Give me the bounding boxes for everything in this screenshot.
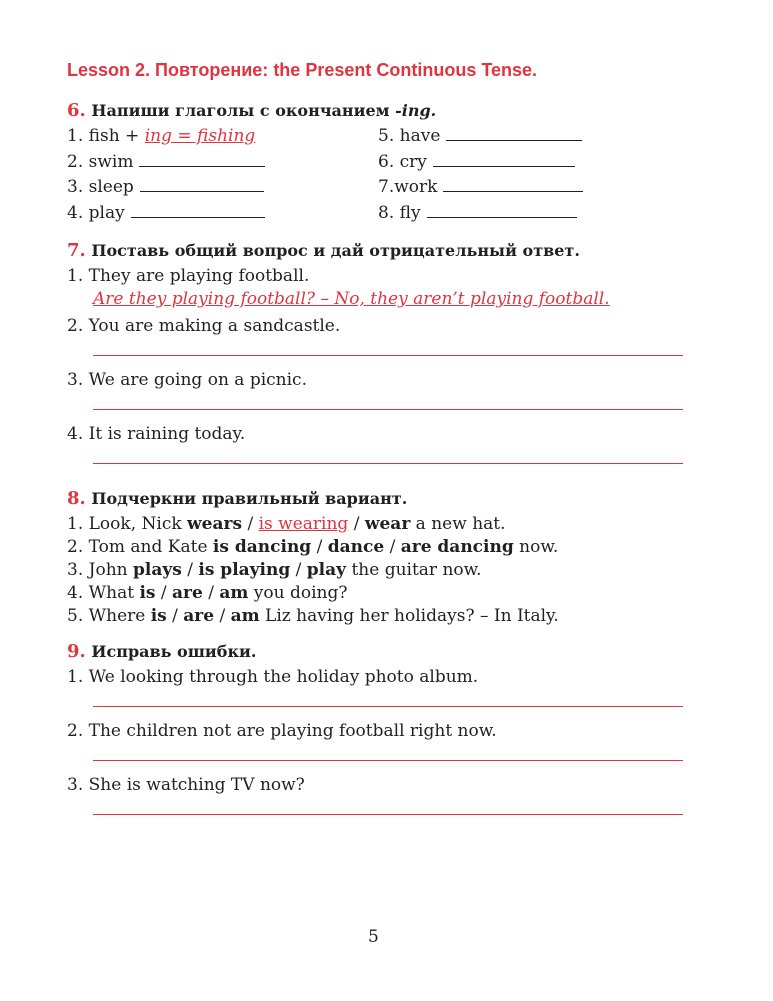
ex8-item-5-number: 5. xyxy=(67,606,84,626)
ex9-item-3 xyxy=(67,775,305,795)
ex8-item-3-option-b[interactable]: is playing xyxy=(198,560,291,580)
ex6-item-2-number: 2. xyxy=(67,152,84,172)
ex7-item-3-number: 3. xyxy=(67,370,84,390)
ex6-item-1-answer: ing = fishing xyxy=(144,126,256,146)
exercise-6-heading xyxy=(67,100,436,121)
ex8-item-2-part: Tom and Kate xyxy=(88,537,213,557)
exercise-9-title: Исправь ошибки. xyxy=(91,642,257,661)
ex6-item-5 xyxy=(378,126,582,146)
answer-blank[interactable] xyxy=(140,177,264,192)
ex8-item-3-option-c[interactable]: play xyxy=(306,560,347,580)
ex6-item-3-word: sleep xyxy=(88,177,134,197)
answer-line[interactable] xyxy=(93,814,683,815)
ex7-item-1-text: They are playing football. xyxy=(88,266,310,286)
answer-line[interactable] xyxy=(93,409,683,410)
ex8-item-3-part: John xyxy=(88,560,133,580)
exercise-7-heading xyxy=(67,240,580,261)
ex6-item-8-number: 8. xyxy=(378,203,395,223)
ex8-item-1-separator: / xyxy=(348,514,365,534)
ex6-item-6 xyxy=(378,152,575,172)
exercise-7-number: 7. xyxy=(67,240,86,261)
ex6-item-5-word: have xyxy=(399,126,441,146)
ex9-item-1-text: We looking through the holiday photo album. xyxy=(88,667,479,687)
answer-blank[interactable] xyxy=(139,152,265,167)
ex8-item-5 xyxy=(67,606,559,626)
exercise-9-number: 9. xyxy=(67,641,86,662)
ex9-item-2-number: 2. xyxy=(67,721,84,741)
ex7-item-3 xyxy=(67,370,307,390)
exercise-9-heading xyxy=(67,641,256,662)
ex8-item-4-option-a[interactable]: is xyxy=(139,583,156,603)
answer-line[interactable] xyxy=(93,706,683,707)
ex7-item-2-text: You are making a sandcastle. xyxy=(88,316,341,336)
ex8-item-5-option-c[interactable]: am xyxy=(230,606,260,626)
ex8-item-5-part: Where xyxy=(88,606,151,626)
ex6-item-1-word: fish + xyxy=(88,126,145,146)
exercise-6-title: Напиши глаголы с окончанием xyxy=(91,101,396,120)
ex8-item-5-option-a[interactable]: is xyxy=(150,606,167,626)
answer-blank[interactable] xyxy=(433,152,575,167)
answer-blank[interactable] xyxy=(131,203,265,218)
answer-line[interactable] xyxy=(93,760,683,761)
ex8-item-2-option-a[interactable]: is dancing xyxy=(212,537,312,557)
ex8-item-4-separator: / xyxy=(202,583,220,603)
answer-blank[interactable] xyxy=(443,177,583,192)
ex8-item-2-separator: / xyxy=(311,537,328,557)
ex6-item-8-word: fly xyxy=(399,203,421,223)
ex7-item-4 xyxy=(67,424,245,444)
ex8-item-2-separator: / xyxy=(384,537,401,557)
ex7-item-1-number: 1. xyxy=(67,266,84,286)
page-number: 5 xyxy=(368,927,379,947)
ex9-item-1 xyxy=(67,667,478,687)
ex6-item-8 xyxy=(378,203,577,223)
ex7-item-4-number: 4. xyxy=(67,424,84,444)
exercise-8-number: 8. xyxy=(67,488,86,509)
exercise-6-title-suffix: -ing. xyxy=(395,101,437,120)
ex6-item-7-number: 7. xyxy=(378,177,395,197)
ex7-item-2-number: 2. xyxy=(67,316,84,336)
exercise-8-title: Подчеркни правильный вариант. xyxy=(91,489,408,508)
ex8-item-3-option-a[interactable]: plays xyxy=(133,560,182,580)
ex6-item-4 xyxy=(67,203,265,223)
ex6-item-6-number: 6. xyxy=(378,152,395,172)
ex6-item-3 xyxy=(67,177,264,197)
ex7-item-4-text: It is raining today. xyxy=(88,424,246,444)
ex6-item-2 xyxy=(67,152,265,172)
exercise-8-heading xyxy=(67,488,407,509)
ex6-item-7 xyxy=(378,177,583,197)
ex8-item-1-separator: / xyxy=(242,514,259,534)
ex6-item-7-word: work xyxy=(394,177,438,197)
ex8-item-4-part: you doing? xyxy=(248,583,348,603)
ex8-item-4-option-b[interactable]: are xyxy=(172,583,203,603)
ex8-item-3-number: 3. xyxy=(67,560,84,580)
ex8-item-2-option-b[interactable]: dance xyxy=(327,537,385,557)
ex8-item-3-separator: / xyxy=(181,560,199,580)
ex8-item-1-number: 1. xyxy=(67,514,84,534)
ex8-item-3-part: the guitar now. xyxy=(346,560,482,580)
ex8-item-4-number: 4. xyxy=(67,583,84,603)
exercise-7-title: Поставь общий вопрос и дай отрицательный ответ. xyxy=(91,241,580,260)
ex9-item-3-text: She is watching TV now? xyxy=(88,775,305,795)
lesson-title: Lesson 2. Повторение: the Present Continuous Tense. xyxy=(67,60,538,80)
ex6-item-1 xyxy=(67,126,255,146)
answer-blank[interactable] xyxy=(427,203,577,218)
ex9-item-2-text: The children not are playing football right now. xyxy=(88,721,497,741)
ex8-item-2-part: now. xyxy=(513,537,559,557)
ex8-item-5-option-b[interactable]: are xyxy=(183,606,215,626)
ex7-item-1-answer: Are they playing football? – No, they aren’t playing football. xyxy=(93,289,610,309)
ex8-item-2-number: 2. xyxy=(67,537,84,557)
answer-blank[interactable] xyxy=(446,126,582,141)
ex9-item-2 xyxy=(67,721,497,741)
ex9-item-1-number: 1. xyxy=(67,667,84,687)
ex8-item-4-part: What xyxy=(88,583,140,603)
ex6-item-1-number: 1. xyxy=(67,126,84,146)
ex8-item-4 xyxy=(67,583,347,603)
ex8-item-2-option-c[interactable]: are dancing xyxy=(400,537,514,557)
ex8-item-4-option-c[interactable]: am xyxy=(219,583,249,603)
exercise-6-number: 6. xyxy=(67,100,86,121)
ex9-item-3-number: 3. xyxy=(67,775,84,795)
ex8-item-3 xyxy=(67,560,482,580)
ex7-item-1 xyxy=(67,266,309,286)
ex6-item-4-word: play xyxy=(88,203,125,223)
ex8-item-5-part: Liz having her holidays? – In Italy. xyxy=(259,606,559,626)
ex8-item-1-option-a[interactable]: wears xyxy=(187,514,243,534)
ex8-item-3-separator: / xyxy=(290,560,307,580)
ex6-item-4-number: 4. xyxy=(67,203,84,223)
ex7-item-2 xyxy=(67,316,340,336)
ex7-item-3-text: We are going on a picnic. xyxy=(88,370,307,390)
ex8-item-5-separator: / xyxy=(166,606,184,626)
ex8-item-1-part: Look, Nick xyxy=(88,514,188,534)
ex8-item-1-part: a new hat. xyxy=(410,514,506,534)
ex6-item-6-word: cry xyxy=(399,152,427,172)
ex8-item-4-separator: / xyxy=(155,583,173,603)
ex8-item-1-option-c[interactable]: wear xyxy=(364,514,411,534)
ex8-item-5-separator: / xyxy=(214,606,231,626)
ex6-item-2-word: swim xyxy=(88,152,134,172)
answer-line[interactable] xyxy=(93,463,683,464)
ex6-item-3-number: 3. xyxy=(67,177,84,197)
answer-line[interactable] xyxy=(93,355,683,356)
ex6-item-5-number: 5. xyxy=(378,126,395,146)
ex8-item-2 xyxy=(67,537,558,557)
ex8-item-1-option-b[interactable]: is wearing xyxy=(258,514,349,534)
ex8-item-1 xyxy=(67,514,506,534)
